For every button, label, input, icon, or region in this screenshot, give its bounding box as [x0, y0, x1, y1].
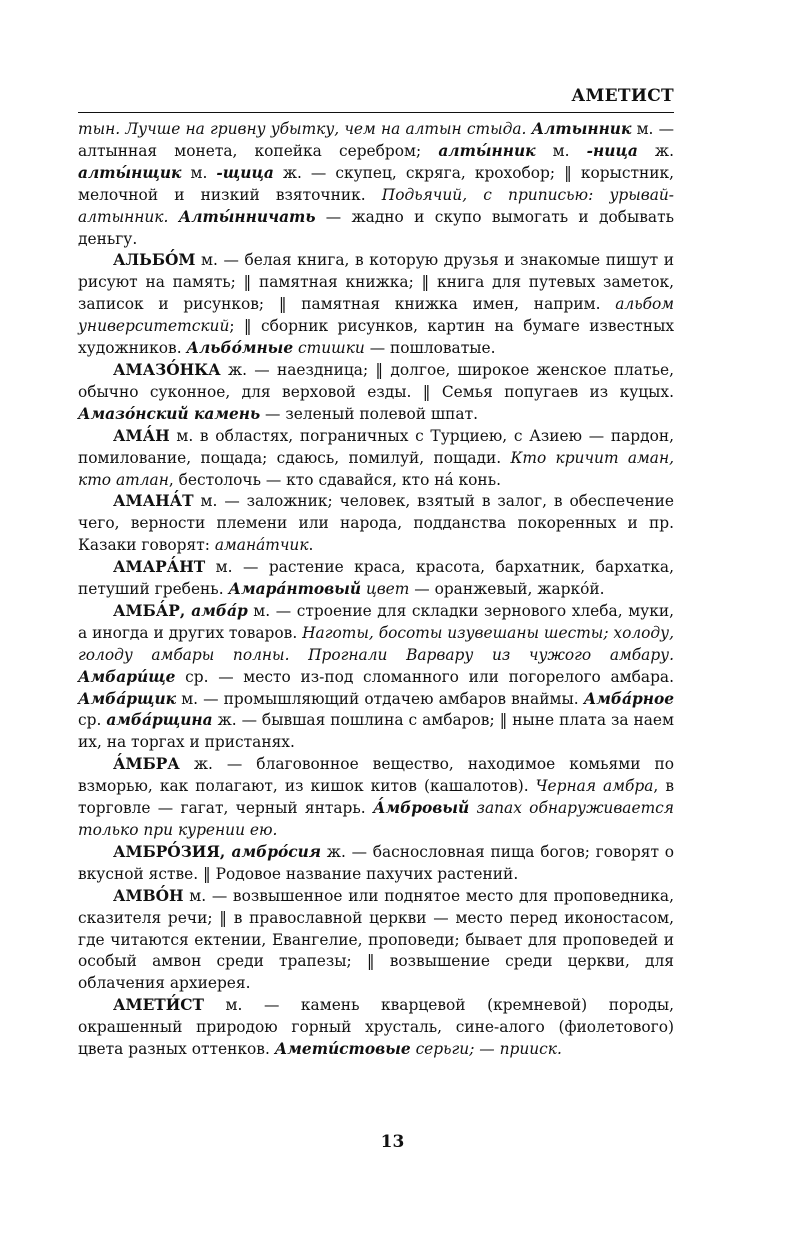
italic-text: серьги; — прииск. — [410, 1040, 562, 1059]
headword: АЛЬБО́М — [113, 251, 196, 270]
dictionary-entry — [78, 250, 674, 360]
headword: АМАЗО́НКА — [113, 360, 221, 379]
entry-text: м. в областях, пограничных с Турциею, с Азиею — пардон, помилование, пощада; сдаюсь, помилуй, пощади. — [78, 426, 674, 467]
entry-text: , в торговле — гагат, черный янтарь. — [78, 777, 674, 818]
entry-text: , бестолочь — кто сдавайся, кто на́ конь. — [168, 470, 501, 489]
entry-text: — оранжевый, жаркóй. — [409, 580, 605, 599]
headword: АМАРА́НТ — [113, 558, 206, 577]
italic-text: амана́тчик — [214, 536, 309, 555]
headword: АМАНА́Т — [113, 492, 194, 511]
dictionary-entry — [78, 557, 674, 601]
entry-text: м. — промышляющий отдачею амбаров внаймы. — [176, 689, 584, 708]
italic-text: альбом университетский — [78, 295, 674, 336]
entry-text: м. — [535, 141, 587, 160]
entry-continuation — [78, 119, 674, 250]
headword: АМБА́Р, — [113, 601, 186, 620]
headword: АМВО́Н — [113, 886, 184, 905]
entry-text: м. — камень кварцевой (кремневой) породы, окрашенный природою горный хрусталь, сине-алого (фиолетового) цвета разных оттенков. — [78, 996, 674, 1059]
entry-text: ж. — наездница; ‖ долгое, широкое женское платье, обычно суконное, для верховой езды. ‖ Семья попугаев из куцых. — [78, 360, 674, 401]
derived-term: амбро́сия — [225, 842, 322, 861]
entry-text: м. — белая книга, в которую друзья и знакомые пишут и рисуют на память; ‖ памятная книжка; ‖ книга для путевых заметок, записок и рисунков; ‖ памятная книжка имен, наприм. — [78, 251, 674, 314]
derived-term: Амба́рщик — [78, 689, 177, 708]
derived-term: Альбо́мные — [186, 339, 294, 358]
derived-term: алты́нщик — [78, 163, 182, 182]
entry-text: м. — алтынная монета, копейка серебром; — [78, 120, 674, 160]
entry-text: ср. — место из-под сломанного или погорелого амбара. — [175, 667, 674, 686]
dictionary-entry — [78, 886, 674, 996]
derived-term: амба́р — [185, 601, 248, 620]
headword: АМЕТИ́СТ — [113, 996, 204, 1015]
dictionary-entry — [78, 601, 674, 754]
italic-text: запах обнаруживается только при курении ею. — [78, 799, 674, 839]
dictionary-entry — [78, 491, 674, 557]
italic-text: Подьячий, с приписью: урывай-алтынник. — [78, 185, 675, 226]
derived-term: Амбари́ще — [78, 667, 176, 686]
derived-term: Амети́стовые — [274, 1040, 411, 1059]
derived-term: -ница — [586, 141, 638, 160]
dictionary-entry — [78, 995, 674, 1061]
entry-text: ; ‖ сборник рисунков, картин на бумаге известных художников. — [78, 317, 674, 358]
entry-text: ж. — [637, 141, 674, 160]
entry-text: ж. — скупец, скряга, крохобор; ‖ корыстник, мелочной и низкий взяточник. — [78, 163, 674, 204]
headword: А́МБРА — [113, 755, 180, 774]
entry-text: м. — растение краса, красота, бархатник, бархатка, петуший гребень. — [78, 558, 674, 599]
derived-term: Амара́нтовый — [228, 580, 362, 599]
entry-text: ж. — бывшая пошлина с амбаров; ‖ ныне плата за наем их, на торгах и пристанях. — [78, 711, 674, 752]
derived-term: А́мбровый — [372, 799, 470, 818]
italic-text: Черная амбра — [535, 777, 654, 796]
dictionary-entry — [78, 426, 674, 492]
italic-text: Наготы, босоты изувешаны шесты; холоду, голоду амбары полны. Прогнали Варвару из чужого амбару. — [78, 623, 674, 664]
entry-text: — пошловатые. — [364, 339, 496, 358]
derived-term: Амба́рное — [583, 689, 674, 708]
headword: АМБРО́ЗИЯ, — [113, 842, 226, 861]
derived-term: Амазо́нский камень — [78, 404, 261, 423]
entry-text: — жадно и скупо вымогать и добывать деньгу. — [78, 207, 674, 248]
dictionary-entry — [78, 842, 674, 886]
entry-text: м. — [181, 163, 217, 182]
italic-text: стишки — [293, 339, 365, 358]
dictionary-entry — [78, 754, 674, 842]
derived-term: -щица — [216, 163, 274, 182]
entry-text: м. — строение для складки зернового хлеба, муки, а иногда и других товаров. — [78, 601, 675, 642]
derived-term: Алтынник — [531, 120, 632, 138]
italic-text: тын. Лучше на гривну убытку, чем на алтын стыда. — [78, 120, 532, 138]
dictionary-entry — [78, 360, 674, 426]
dictionary-body — [78, 119, 674, 1061]
entry-text: ср. — [78, 711, 107, 730]
entry-text: ж. — благовонное вещество, находимое комьями по взморью, как полагают, из кишок китов (кашалотов). — [78, 755, 674, 796]
entry-text: м. — возвышенное или поднятое место для проповедника, сказителя речи; ‖ в православной церкви — место перед иконостасом, где читаются ектении, Евангелие, проповеди; бывает для проповедей и особый амвон среди трапезы; ‖ возвышение среди церкви, для облачения архиерея. — [78, 886, 674, 993]
entry-text: . — [308, 536, 314, 555]
derived-term: амба́рщина — [106, 711, 213, 730]
header-title: АМЕТИСТ — [571, 86, 674, 106]
derived-term: Алты́нничать — [178, 207, 316, 226]
entry-text: ж. — баснословная пища богов; говорят о вкусной ястве. ‖ Родовое название пахучих растений. — [78, 842, 674, 883]
entry-text: — зеленый полевой шпат. — [260, 404, 479, 423]
headword: АМА́Н — [113, 426, 170, 445]
entry-text: м. — заложник; человек, взятый в залог, в обеспечение чего, верности племени или народа, подданства покоренных и пр. Казаки говорят: — [78, 492, 674, 555]
italic-text: Кто кричит аман, кто атлан — [78, 448, 674, 489]
page-number: 13 — [380, 1132, 405, 1152]
derived-term: алты́нник — [438, 141, 536, 160]
italic-text: цвет — [361, 580, 410, 599]
running-header — [78, 86, 674, 113]
